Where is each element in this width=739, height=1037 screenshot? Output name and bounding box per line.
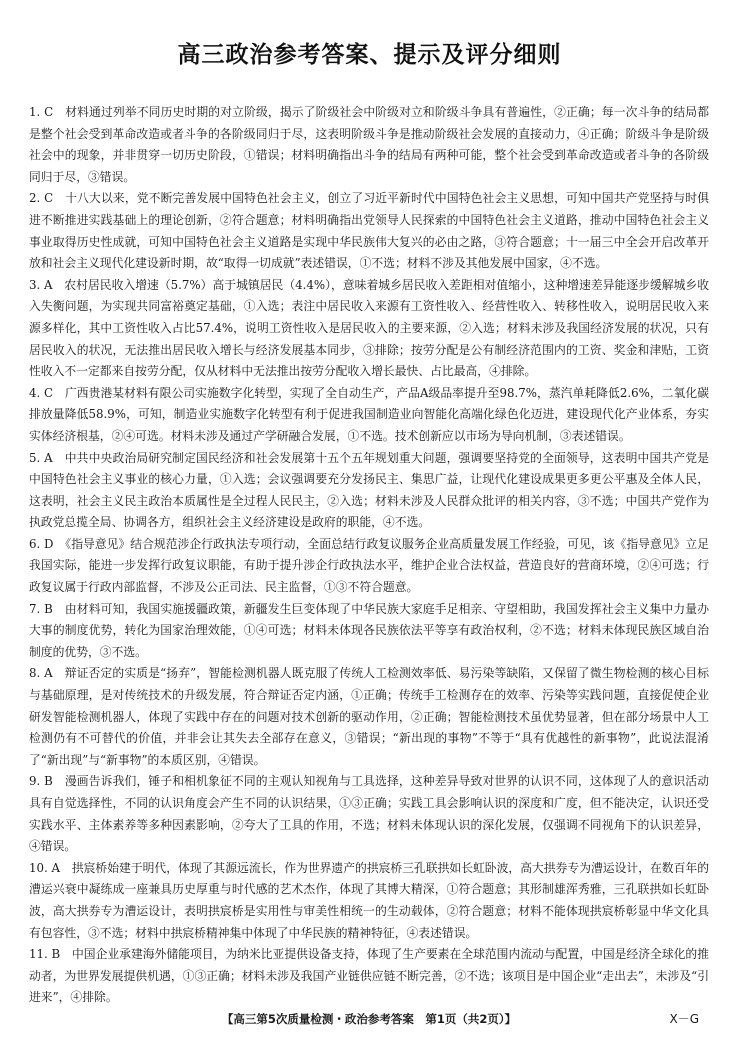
answer-item-10: 10. A 拱宸桥始建于明代，体现了其源远流长，作为世界遗产的拱宸桥三孔联拱如长虹卧波，高大拱券专为漕运设计，在数百年的漕运兴衰中凝练成一座兼具历史厚重与时代感的艺术杰作，体现了其博大精深，①符合题意；其形制雄浑秀雅，三孔联拱如长虹卧波，高大拱券专为漕运设计，表明拱宸桥是实用性与审美性相统一的生动载体，②符合题意；材料不能体现拱宸桥彰显中华文化具有包容性，③不选；材料中拱宸桥精神集中体现了中华民族的精神特征，④表述错误。 [29,860,709,940]
answer-list [29,102,709,1009]
answer-item-4: 4. C 广西贵港某材料有限公司实施数字化转型，实现了全自动生产，产品A级品率提升至98.7%，蒸汽单耗降低2.6%，二氧化碳排放量降低58.9%，可知，制造业实施数字化转型有利于促进我国制造业向智能化高端化绿色化迈进，建设现代化产业体系，夯实实体经济根基，②④可选。材料未涉及通过产学研融合发展，①不选。技术创新应以市场为导向机制，③表述错误。 [29,385,709,443]
footer-code: X－G [669,1012,699,1026]
footer-page-info: 【高三第5次质量检测・政治参考答案 第1页（共2页）】 [221,1012,517,1026]
answer-item-5: 5. A 中共中央政治局研究制定国民经济和社会发展第十五个五年规划重大问题，强调要坚持党的全面领导，这表明中国共产党是中国特色社会主义事业的核心力量，①入选；会议强调要充分发扬民主、集思广益，让现代化建设成果更多更公平惠及全体人民，这表明，社会主义民主政治本质属性是全过程人民民主，②入选；材料未涉及人民群众批评的相关内容，③不选；中国共产党作为执政党总揽全局、协调各方，组织社会主义经济建设是政府的职能，④不选。 [29,450,709,530]
answer-item-8: 8. A 辩证否定的实质是“扬弃”，智能检测机器人既克服了传统人工检测效率低、易污染等缺陷，又保留了微生物检测的核心目标与基础原理，是对传统技术的升级发展，符合辩证否定内涵，①正确；传统手工检测存在的效率、污染等实践问题，直接促使企业研发智能检测机器人，体现了实践中存在的问题对技术创新的驱动作用，②正确；智能检测技术虽优势显著，但在部分场景中人工检测仍有不可替代的价值，并非会让其失去全部存在意义，③错误；“新出现的事物”不等于“具有优越性的新事物”，此说法混淆了“新出现”与“新事物”的本质区别，④错误。 [29,666,709,767]
answer-item-7: 7. B 由材料可知，我国实施援疆政策，新疆发生巨变体现了中华民族大家庭手足相亲、守望相助，我国发挥社会主义集中力量办大事的制度优势，转化为国家治理效能，①④可选；材料未体现各民族依法平等享有政治权利，②不选；材料未体现民族区域自治制度的优势，③不选。 [29,601,709,659]
page-title: 高三政治参考答案、提示及评分细则 [177,42,562,68]
answer-item-11: 11. B 中国企业承建海外储能项目，为纳米比亚提供设备支持，体现了生产要素在全球范围内流动与配置，中国是经济全球化的推动者，为世界发展提供机遇，①③正确；材料未涉及我国产业链供应链不断完善，②不选；该项目是中国企业“走出去”，未涉及“引进来”，④排除。 [29,947,710,1005]
answer-item-2: 2. C 十八大以来，党不断完善发展中国特色社会主义，创立了习近平新时代中国特色社会主义思想，可知中国共产党坚持与时俱进不断推进实践基础上的理论创新，②符合题意；材料明确指出党领导人民探索的中国特色社会主义道路，推动中国特色社会主义事业取得历史性成就，可知中国特色社会主义道路是实现中华民族伟大复兴的必由之路，③符合题意；十一届三中全会开启改革开放和社会主义现代化建设新时期，故“取得一切成就”表述错误，①不选；材料不涉及其他发展中国家，④不选。 [29,191,709,271]
answer-item-1: 1. C 材料通过列举不同历史时期的对立阶级，揭示了阶级社会中阶级对立和阶级斗争具有普遍性，②正确；每一次斗争的结局都是整个社会受到革命改造或者斗争的各阶级同归于尽，这表明阶级斗争是推动阶级社会发展的直接动力，④正确；阶级斗争是阶级社会中的现象，并非贯穿一切历史阶段，①错误；材料明确指出斗争的结局有两种可能，整个社会受到革命改造或者斗争的各阶级同归于尽，③错误。 [29,105,709,184]
answer-item-6: 6. D 《指导意见》结合规范涉企行政执法专项行动，全面总结行政复议服务企业高质量发展工作经验，可见，该《指导意见》立足我国实际，能进一步发挥行政复议职能，有助于提升涉企行政执法水平，维护企业合法权益，营造良好的营商环境，②④可选；行政复议属于行政内部监督，不涉及公正司法、民主监督，①③不符合题意。 [29,536,709,595]
answer-item-3: 3. A 农村居民收入增速（5.7%）高于城镇居民（4.4%），意味着城乡居民收入差距相对值缩小，这种增速差异能逐步缓解城乡收入失衡问题，为实现共同富裕奠定基础，①入选；表注中居民收入来源有工资性收入、经营性收入、转移性收入，说明居民收入来源多样化，其中工资性收入占比57.4%，说明工资性收入是居民收入的主要来源，②入选；材料未涉及我国经济发展的状况，只有居民收入的状况，无法推出居民收入增长与经济发展基本同步，③排除；按劳分配是公有制经济范围内的工资、奖金和津贴，工资性收入不一定都来自按劳分配，仅从材料中无法推出按劳分配收入增长最快、占比最高，④排除。 [29,277,709,379]
answer-item-9: 9. B 漫画告诉我们，锤子和相机象征不同的主观认知视角与工具选择，这种差异导致对世界的认识不同，这体现了人的意识活动具有自觉选择性，不同的认识角度会产生不同的认识结果，①③正确；实践工具会影响认识的深度和广度，但不能决定，认识还受实践水平、主体素养等多种因素影响，②夸大了工具的作用，不选；材料未体现认识的深化发展，仅强调不同视角下的认识差异，④错误。 [29,774,709,854]
